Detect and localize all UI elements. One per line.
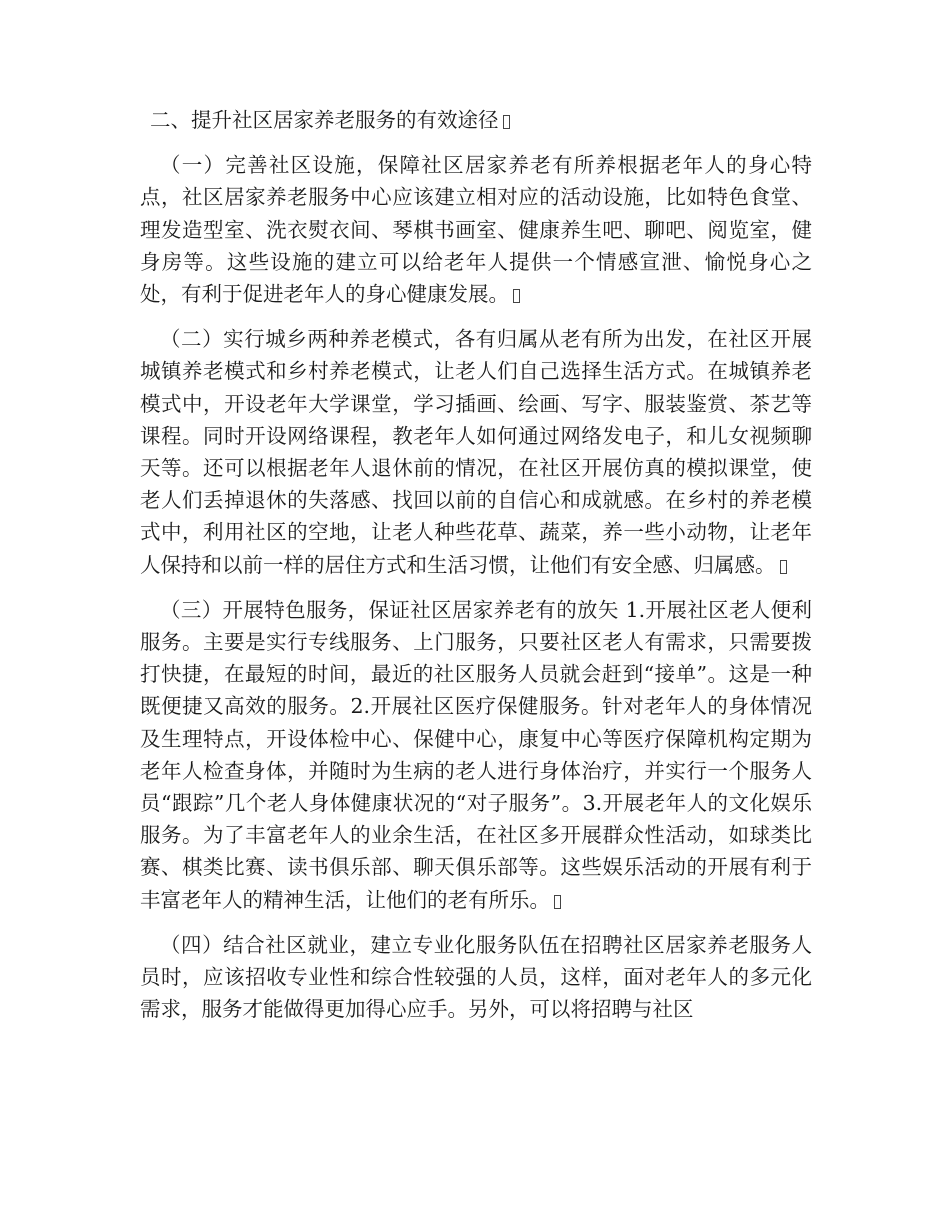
paragraph-1: （一）完善社区设施，保障社区居家养老有所养根据老年人的身心特点，社区居家养老服务中心应该建立相对应的活动设施，比如特色食堂、理发造型室、洗衣熨衣间、琴棋书画室、健康养生吧、聊吧、阅览室，健身房等。这些设施的建立可以给老年人提供一个情感宣泄、愉悦身心之处，有利于促进老年人的身心健康发展。 (140, 153, 812, 307)
paragraph-3: （三）开展特色服务，保证社区居家养老有的放矢 1.开展社区老人便利服务。主要是实行专线服务、上门服务，只要社区老人有需求，只需要拨打快捷，在最短的时间，最近的社区服务人员就会赶到“接单”。这是一种既便捷又高效的服务。2.开展社区医疗保健服务。针对老年人的身体情况及生理特点，开设体检中心、保健中心，康复中心等医疗保障机构定期为老年人检查身体，并随时为生病的老人进行身体治疗，并实行一个服务人员“跟踪”几个老人身体健康状况的“对子服务”。3.开展老年人的文化娱乐服务。为了丰富老年人的业余生活，在社区多开展群众性活动，如球类比赛、棋类比赛、读书俱乐部、聊天俱乐部等。这些娱乐活动的开展有利于丰富老年人的精神生活，让他们的老有所乐。 (140, 597, 812, 912)
paragraph-mark-icon (780, 560, 787, 574)
section-heading: 二、提升社区居家养老服务的有效途径 (140, 104, 812, 136)
paragraph-mark-icon (513, 289, 520, 303)
paragraph-mark-icon (554, 895, 561, 909)
document-body (140, 104, 812, 1038)
paragraph-4: （四）结合社区就业，建立专业化服务队伍在招聘社区居家养老服务人员时，应该招收专业性和综合性较强的人员，这样，面对老年人的多元化需求，服务才能做得更加得心应手。另外，可以将招聘与社区 (140, 932, 812, 1022)
paragraph-mark-icon (503, 115, 510, 129)
paragraph-2: （二）实行城乡两种养老模式，各有归属从老有所为出发，在社区开展城镇养老模式和乡村养老模式，让老人们自己选择生活方式。在城镇养老模式中，开设老年大学课堂，学习插画、绘画、写字、服装鉴赏、茶艺等课程。同时开设网络课程，教老年人如何通过网络发电子，和儿女视频聊天等。还可以根据老年人退休前的情况，在社区开展仿真的模拟课堂，使老人们丢掉退休的失落感、找回以前的自信心和成就感。在乡村的养老模式中，利用社区的空地，让老人种些花草、蔬菜，养一些小动物，让老年人保持和以前一样的居住方式和生活习惯，让他们有安全感、归属感。 (140, 327, 812, 577)
